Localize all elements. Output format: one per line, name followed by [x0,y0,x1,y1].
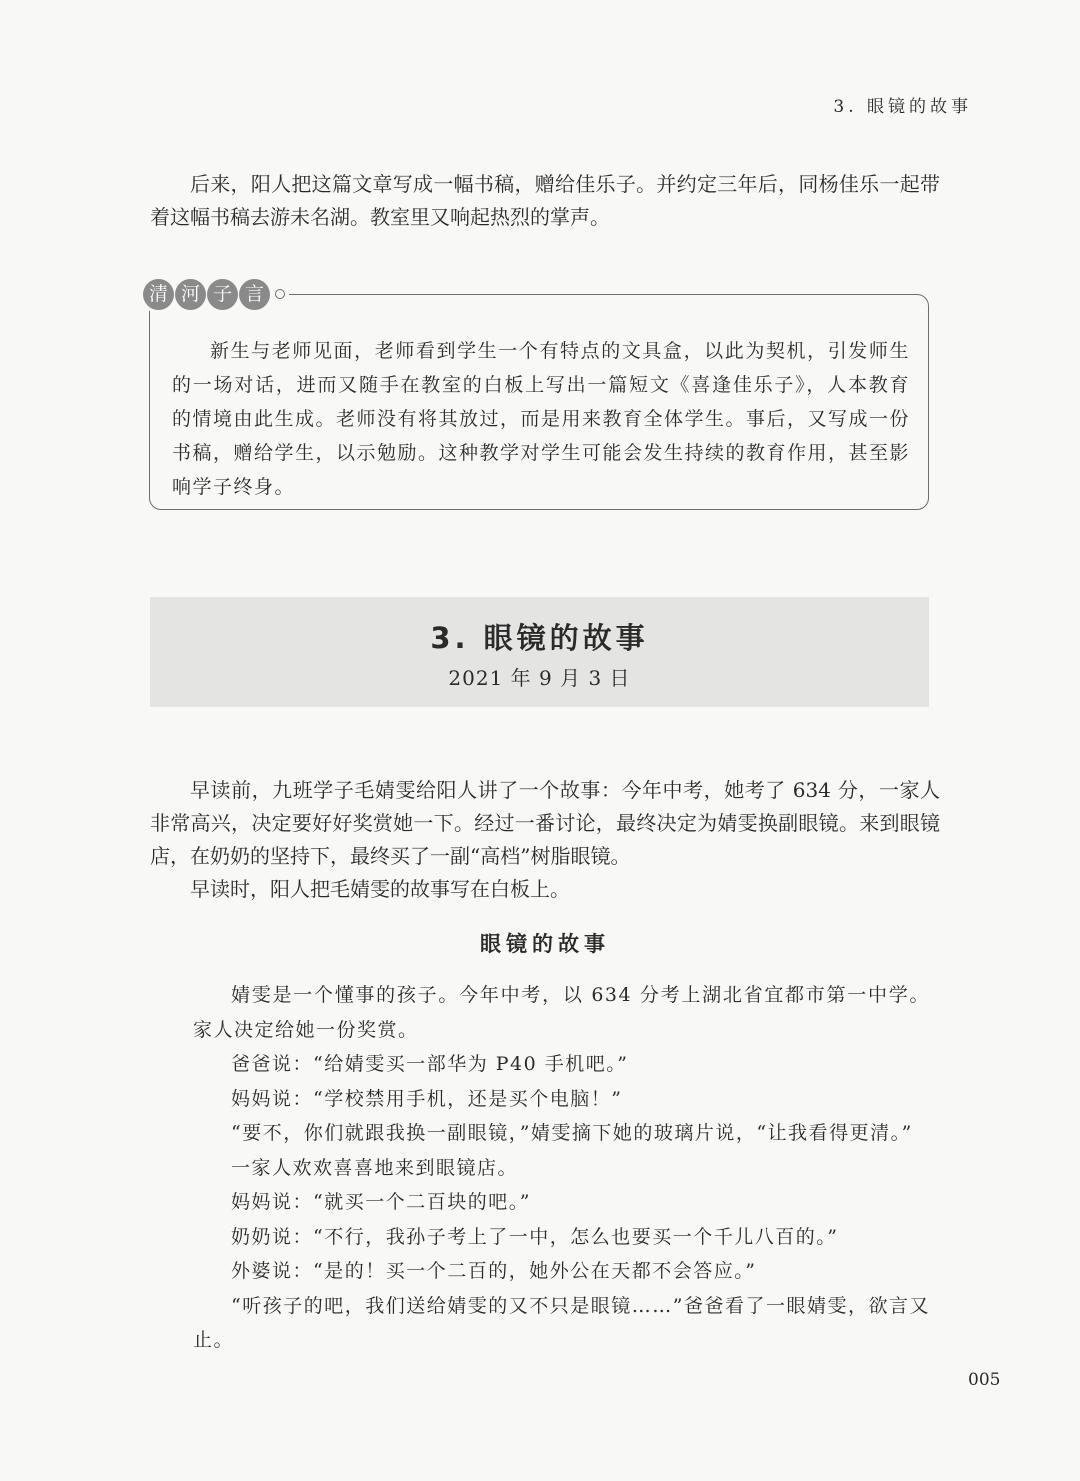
page-number: 005 [968,1370,1001,1390]
essay-paragraph: 婧雯是一个懂事的孩子。今年中考，以 634 分考上湖北省宜都市第一中学。家人决定给她一份奖赏。 [193,984,930,1041]
comment-tab-char: 子 [207,279,238,310]
essay-paragraph: 奶奶说：“不行，我孙子考上了一中，怎么也要买一个千儿八百的。” [231,1225,839,1248]
comment-tab-char: 河 [175,279,206,310]
comment-tab-char: 清 [143,279,174,310]
intro-paragraph: 后来，阳人把这篇文章写成一幅书稿，赠给佳乐子。并约定三年后，同杨佳乐一起带着这幅书稿去游未名湖。教室里又响起热烈的掌声。 [150,172,940,229]
section-title: 3. 眼镜的故事 [430,621,649,655]
essay-title: 眼镜的故事 [480,932,610,956]
comment-tab [143,277,289,311]
comment-text: 新生与老师见面，老师看到学生一个有特点的文具盒，以此为契机，引发师生的一场对话，进而又随手在教室的白板上写出一篇短文《喜逢佳乐子》，人本教育的情境由此生成。老师没有将其放过，而是用来教育全体学生。事后，又写成一份书稿，赠给学生，以示勉励。这种教学对学生可能会发生持续的教育作用，甚至影响学子终身。 [172,340,911,498]
story-paragraph: 早读前，九班学子毛婧雯给阳人讲了一个故事：今年中考，她考了 634 分，一家人非常高兴，决定要好好奖赏她一下。经过一番讨论，最终决定为婧雯换副眼镜。来到眼镜店，在奶奶的坚持下，最终买了一副“高档”树脂眼镜。 [150,778,940,868]
essay-body [193,978,930,1358]
comment-tab-connector [275,289,285,299]
section-date: 2021 年 9 月 3 日 [448,666,631,690]
essay-paragraph: 妈妈说：“学校禁用手机，还是买个电脑！” [231,1087,623,1110]
essay-paragraph: 妈妈说：“就买一个二百块的吧。” [231,1191,531,1213]
essay-paragraph: “听孩子的吧，我们送给婧雯的又不只是眼镜……”爸爸看了一眼婧雯，欲言又止。 [193,1294,930,1351]
essay-paragraph: 爸爸说：“给婧雯买一部华为 P40 手机吧。” [231,1053,629,1075]
essay-paragraph: 外婆说：“是的！买一个二百的，她外公在天都不会答应。” [231,1260,757,1282]
comment-tab-char: 言 [239,279,270,310]
essay-paragraph: 一家人欢欢喜喜地来到眼镜店。 [231,1156,519,1179]
story-paragraph: 早读时，阳人把毛婧雯的故事写在白板上。 [190,877,570,901]
essay-paragraph: “要不，你们就跟我换一副眼镜，”婧雯摘下她的玻璃片说，“让我看得更清。” [231,1122,913,1144]
running-header: 3. 眼镜的故事 [833,97,972,117]
